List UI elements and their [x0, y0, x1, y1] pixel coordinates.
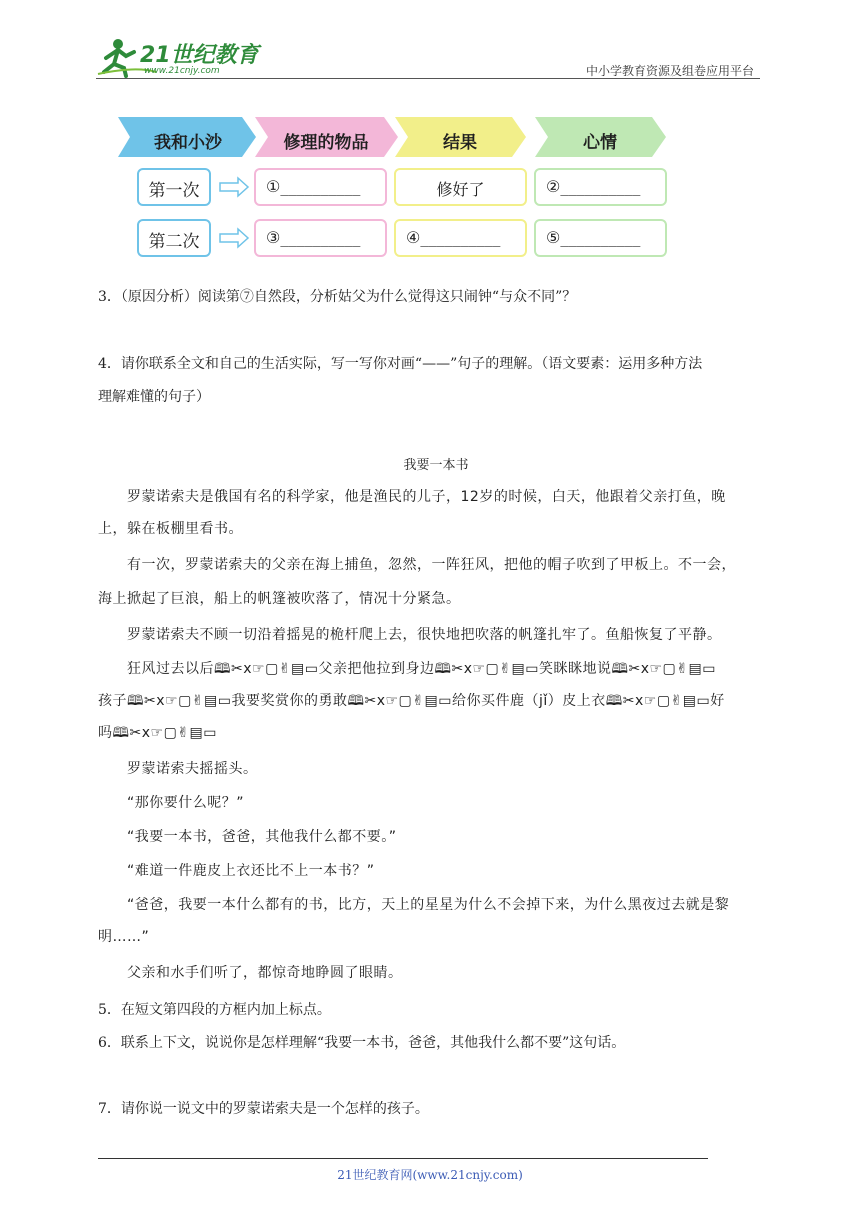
passage-line-13: “爸爸，我要一本什么都有的书，比方，天上的星星为什么不会掉下来，为什么黑夜过去就是黎	[98, 897, 730, 913]
row1-label: 第一次	[148, 181, 200, 201]
question-4-line2: 理解难懂的句子）	[98, 389, 210, 405]
question-3: 3．（原因分析）阅读第⑦自然段，分析姑父为什么觉得这只闹钟“与众不同”？	[98, 289, 577, 305]
passage-line-10: “那你要什么呢？”	[98, 795, 245, 811]
passage-line-3: 有一次，罗蒙诺索夫的父亲在海上捕鱼，忽然，一阵狂风，把他的帽子吹到了甲板上。不一会，	[98, 557, 736, 573]
header-label-2: 修理的物品	[283, 133, 369, 153]
passage-line-2: 上，躲在板棚里看书。	[98, 521, 243, 537]
question-7: 7．请你说一说文中的罗蒙诺索夫是一个怎样的孩子。	[98, 1101, 429, 1117]
footer-divider	[98, 1158, 708, 1159]
passage-line-6: 狂风过去以后🕮✂x☞▢✌▤▭父亲把他拉到身边🕮✂x☞▢✌▤▭笑眯眯地说🕮✂x☞▢✌▤▭	[98, 661, 716, 677]
row2-cell3[interactable]: ⑤__________	[546, 228, 641, 247]
footer-link[interactable]: 21世纪教育网(www.21cnjy.com)	[337, 1168, 523, 1182]
question-6: 6．联系上下文，说说你是怎样理解“我要一本书，爸爸，其他我什么都不要”这句话。	[98, 1035, 626, 1051]
row1-cell2: 修好了	[436, 180, 485, 199]
passage-line-7: 孩子🕮✂x☞▢✌▤▭我要奖赏你的勇敢🕮✂x☞▢✌▤▭给你买件鹿（jǐ）皮上衣🕮✂x☞▢✌▤▭好	[98, 693, 725, 709]
question-5: 5．在短文第四段的方框内加上标点。	[98, 1002, 331, 1018]
logo-sub-text: www.21cnjy.com	[144, 66, 220, 76]
header-label-3: 结果	[443, 133, 477, 153]
row1-cell1[interactable]: ①__________	[266, 177, 361, 196]
logo-main-text: 21世纪教育	[140, 43, 259, 68]
passage-line-11: “我要一本书，爸爸，其他我什么都不要。”	[98, 829, 397, 845]
row2-arrow-icon	[220, 229, 248, 247]
platform-name: 中小学教育资源及组卷应用平台	[585, 64, 754, 78]
row2-cell2[interactable]: ④__________	[406, 228, 501, 247]
header-label-1: 我和小沙	[154, 133, 222, 153]
passage-line-9: 罗蒙诺索夫摇摇头。	[98, 761, 258, 777]
row2-label: 第二次	[148, 232, 200, 252]
passage-line-4: 海上掀起了巨浪，船上的帆篷被吹落了，情况十分紧急。	[98, 591, 461, 607]
passage-line-15: 父亲和水手们听了，都惊奇地睁圆了眼睛。	[98, 965, 403, 981]
passage-line-1: 罗蒙诺索夫是俄国有名的科学家，他是渔民的儿子，12岁的时候，白天，他跟着父亲打鱼，晚	[98, 489, 726, 505]
row2-cell1[interactable]: ③__________	[266, 228, 361, 247]
passage-title: 我要一本书	[403, 458, 469, 473]
passage-line-8: 吗🕮✂x☞▢✌▤▭	[98, 725, 217, 741]
row1-arrow-icon	[220, 178, 248, 196]
passage-line-5: 罗蒙诺索夫不顾一切沿着摇晃的桅杆爬上去，很快地把吹落的帆篷扎牢了。鱼船恢复了平静。	[98, 627, 722, 643]
question-4-line1: 4．请你联系全文和自己的生活实际，写一写你对画“——”句子的理解。（语文要素：运用多种方法	[98, 356, 703, 372]
row1-cell3[interactable]: ②__________	[546, 177, 641, 196]
passage-line-12: “难道一件鹿皮上衣还比不上一本书？”	[98, 863, 375, 879]
header-label-4: 心情	[583, 133, 617, 153]
passage-line-14: 明……”	[98, 929, 150, 945]
